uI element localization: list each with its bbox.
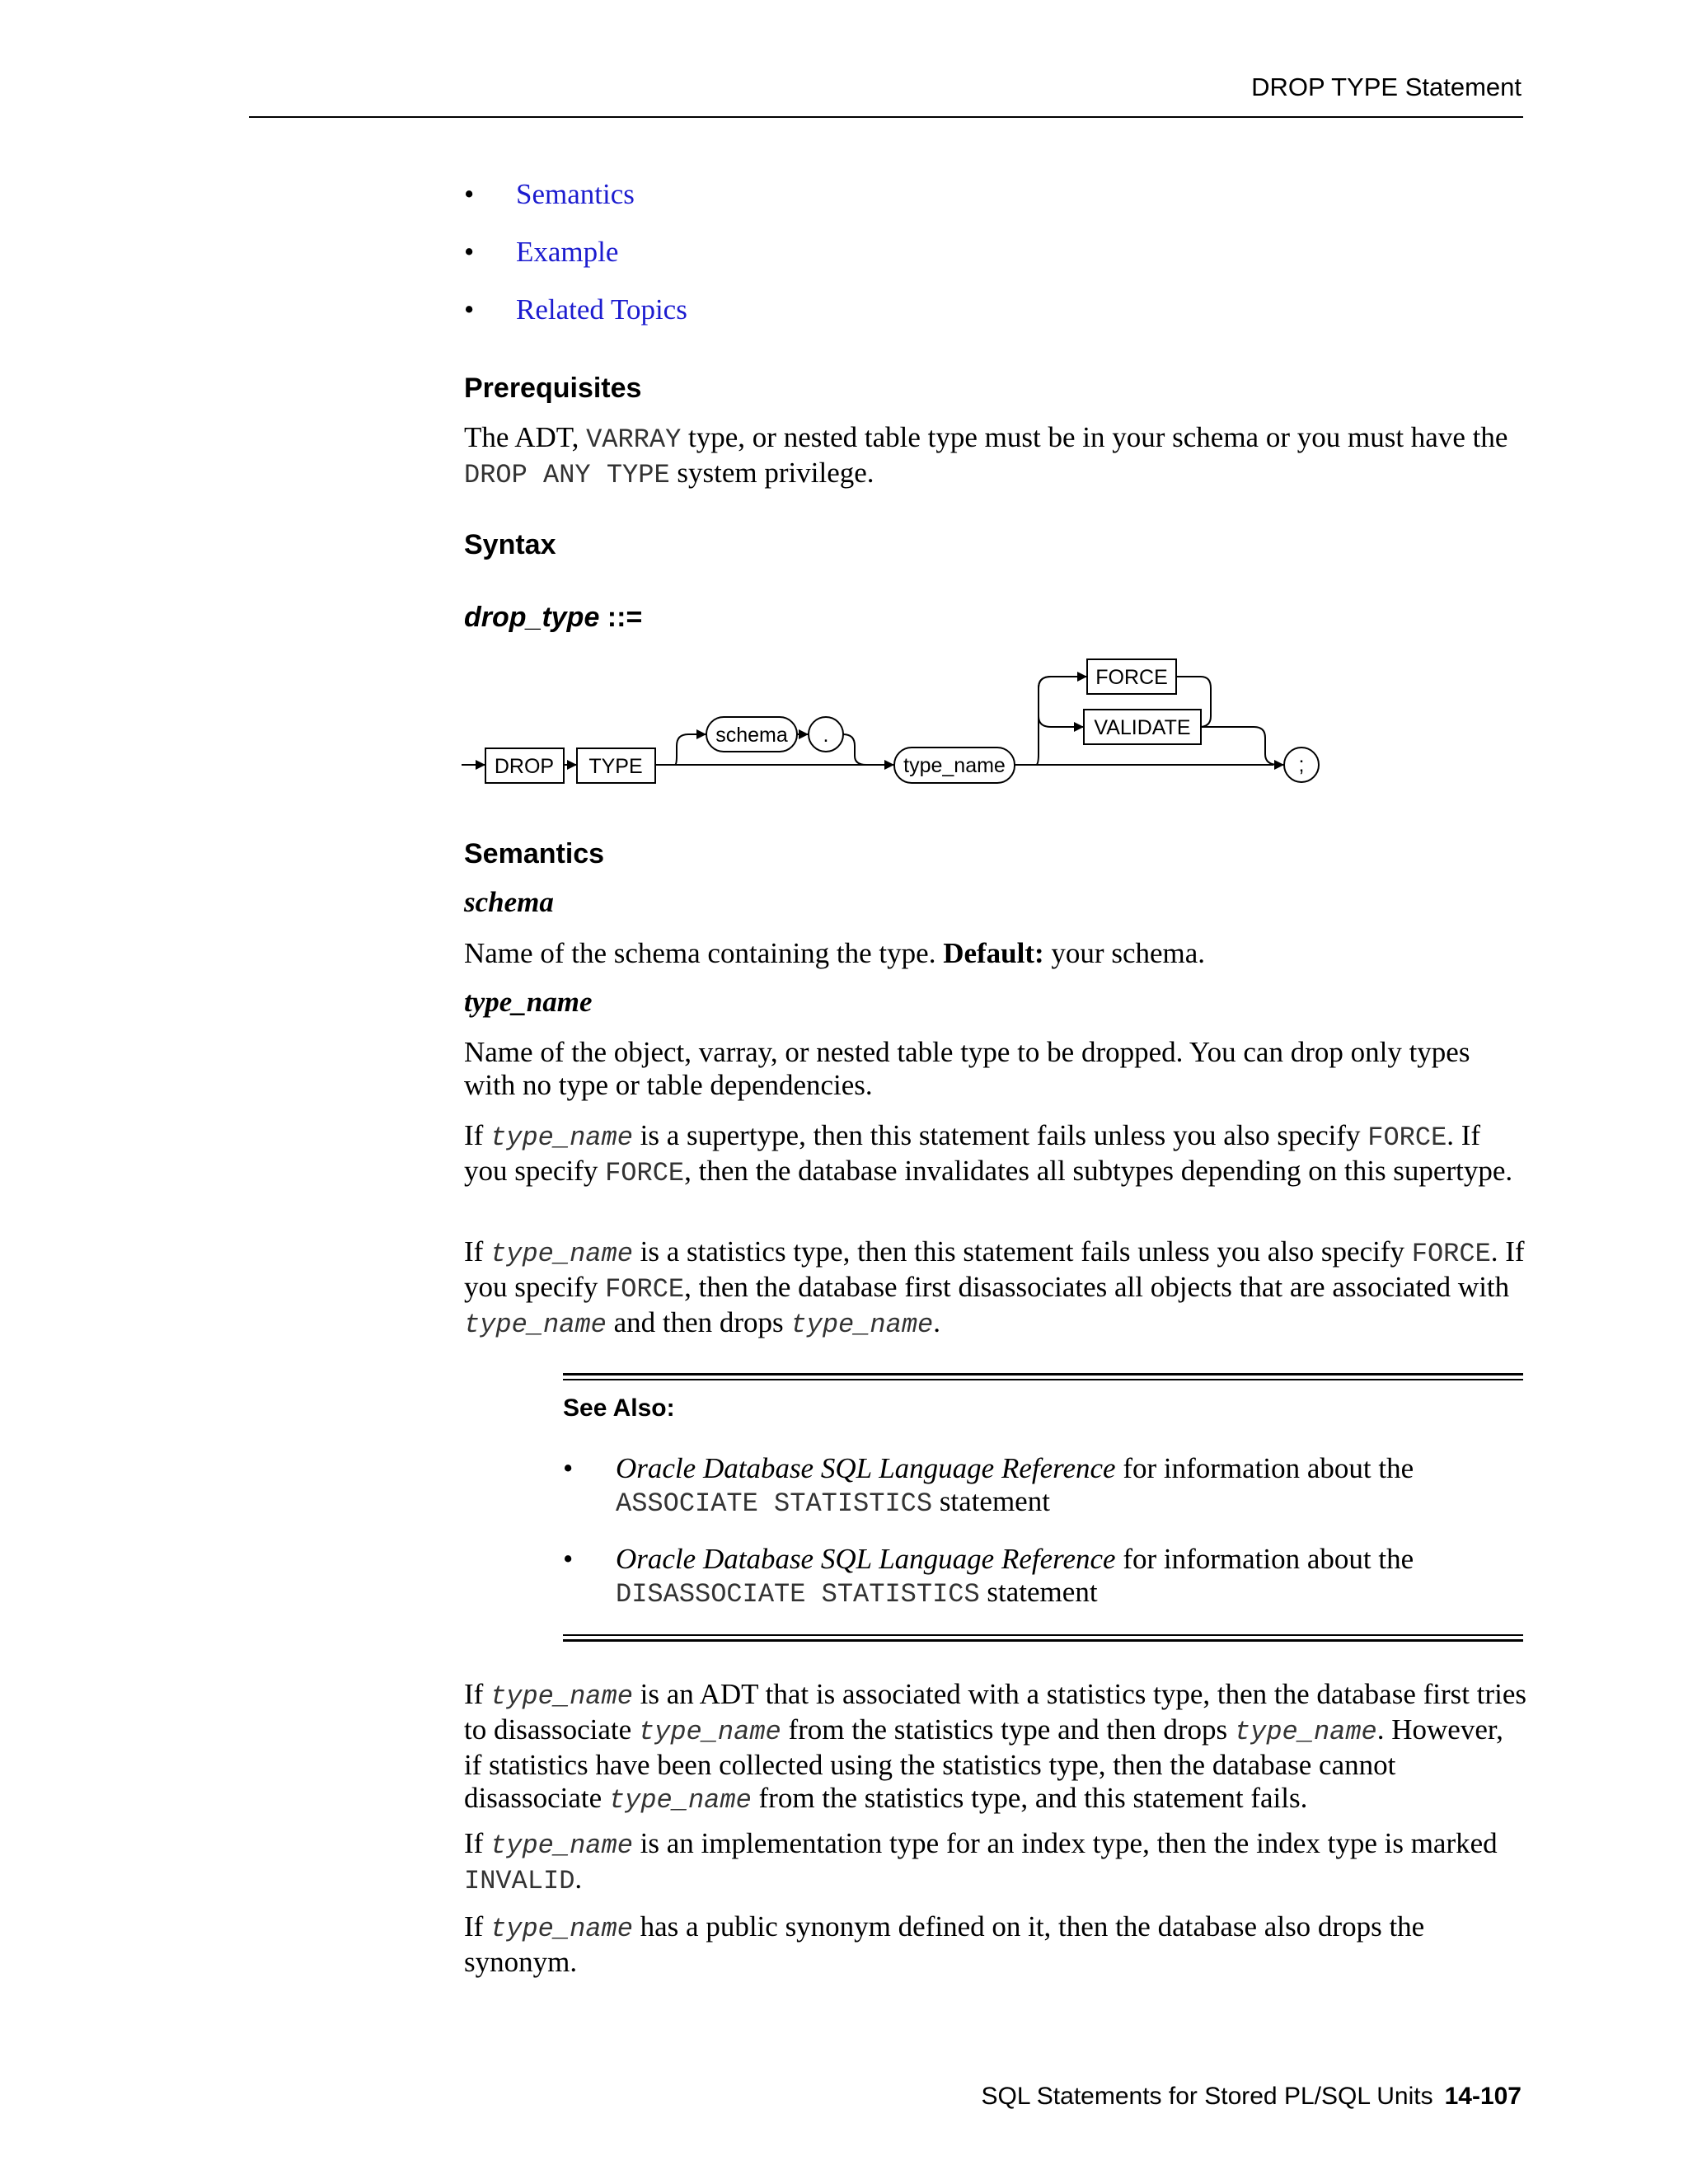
link-related-topics[interactable]: Related Topics — [516, 293, 687, 326]
syntax-heading: Syntax — [464, 529, 556, 560]
type-name-term: type_name — [464, 986, 593, 1018]
schema-term: schema — [464, 886, 554, 918]
note-bottom-rule — [563, 1634, 1523, 1636]
running-header: DROP TYPE Statement — [1251, 73, 1522, 101]
diagram-label-schema: schema — [715, 724, 788, 747]
page-footer — [982, 2083, 1522, 2111]
statistics-type-paragraph: If type_name is a statistics type, then this statement fails unless you also specify FORCE. If you specify FORCE, then the database first disassociates all objects that are associated with type_name and then drops type_name. — [464, 1235, 1525, 1340]
type-name-description: Name of the object, varray, or nested table type to be dropped. You can drop only types with no type or table dependencies. — [464, 1036, 1470, 1101]
footer-book-section: SQL Statements for Stored PL/SQL Units — [981, 2083, 1433, 2110]
supertype-paragraph: If type_name is a supertype, then this statement fails unless you also specify FORCE. If you specify FORCE, then the database invalidates all subtypes depending on this supertype. — [464, 1119, 1513, 1188]
adt-statistics-paragraph: If type_name is an ADT that is associated with a statistics type, then the database first tries to disassociate type_name from the statistics type and then drops type_name. However, if statistics have been collected using the statistics type, then the database cannot disassociate type_name from the statistics type, and this statement fails. — [464, 1678, 1527, 1816]
note-top-rule-2 — [563, 1379, 1523, 1380]
bullet-icon: • — [464, 293, 475, 326]
syntax-diagram — [457, 655, 1323, 804]
diagram-label-force: FORCE — [1095, 666, 1168, 689]
diagram-label-drop: DROP — [494, 755, 555, 778]
schema-description: Name of the schema containing the type. Default: your schema. — [464, 937, 1206, 969]
header-rule — [249, 116, 1523, 118]
production-label: drop_type ::= — [464, 602, 643, 633]
diagram-label-type: TYPE — [588, 755, 643, 778]
bullet-icon: • — [563, 1543, 574, 1575]
diagram-label-type-name: type_name — [903, 754, 1006, 777]
note-bottom-rule-2 — [563, 1639, 1523, 1642]
bullet-icon: • — [464, 178, 475, 210]
bullet-icon: • — [464, 236, 475, 268]
index-type-paragraph: If type_name is an implementation type for an index type, then the index type is marked INVALID. — [464, 1827, 1498, 1896]
bullet-icon: • — [563, 1452, 574, 1484]
link-semantics[interactable]: Semantics — [516, 178, 635, 210]
link-example[interactable]: Example — [516, 236, 619, 268]
prerequisites-heading: Prerequisites — [464, 373, 642, 404]
prerequisites-text: The ADT, VARRAY type, or nested table type must be in your schema or you must have the DROP ANY TYPE system privilege. — [464, 421, 1508, 490]
diagram-label-validate: VALIDATE — [1094, 716, 1191, 739]
see-also-heading: See Also: — [563, 1394, 675, 1422]
semantics-heading: Semantics — [464, 838, 605, 869]
diagram-label-semicolon: ; — [1298, 753, 1305, 776]
page-number: 14-107 — [1444, 2083, 1522, 2110]
diagram-label-dot: . — [823, 724, 829, 747]
note-top-rule — [563, 1373, 1523, 1376]
public-synonym-paragraph: If type_name has a public synonym defined on it, then the database also drops the synonym. — [464, 1910, 1425, 1978]
